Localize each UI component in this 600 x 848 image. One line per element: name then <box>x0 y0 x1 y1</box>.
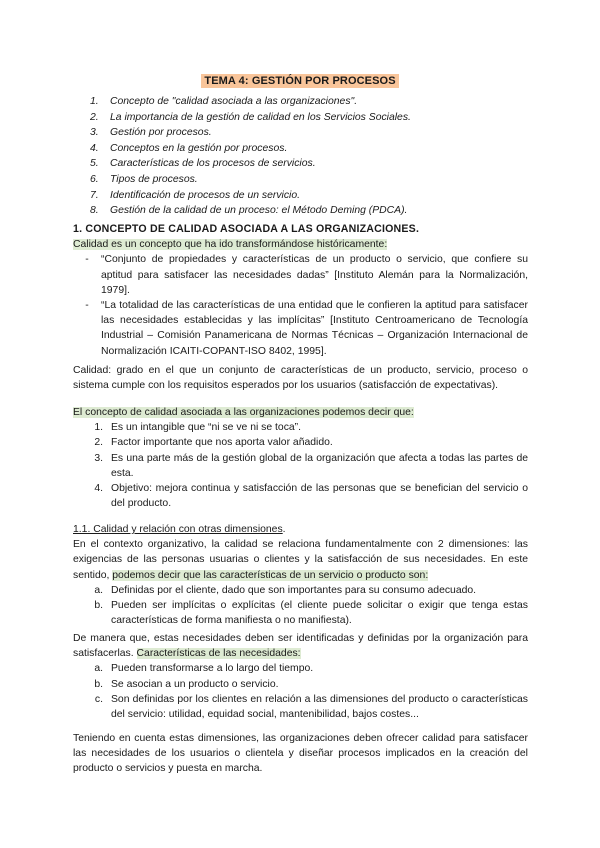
needs-list <box>73 661 528 722</box>
list-item <box>73 583 528 598</box>
section-1-1-heading-line <box>73 522 528 537</box>
section-1 <box>73 222 528 359</box>
list-item-text: Gestión de la calidad de un proceso: el Método Deming (PDCA). <box>110 205 408 217</box>
needs-highlight: Características de las necesidades: <box>136 648 301 660</box>
list-item-text: Tipos de procesos. <box>110 173 198 185</box>
list-item <box>73 481 528 511</box>
list-item-text: Pueden transformarse a lo largo del tiempo. <box>111 663 314 675</box>
list-item-marker: 2. <box>94 437 103 449</box>
list-item-marker: 7. <box>90 189 99 201</box>
list-item-marker: a. <box>94 584 103 596</box>
list-item-text: “Conjunto de propiedades y características de un producto o servicio, que confiere su aptitud para satisfacer las necesidades dadas” [Instituto Alemán para la Normalización, 1979]. <box>101 254 528 296</box>
needs-block <box>73 631 528 722</box>
section-1-1-heading-end: . <box>282 524 286 535</box>
list-item-marker: 2. <box>90 111 99 123</box>
list-item-marker: 6. <box>90 173 99 185</box>
list-item <box>90 172 510 188</box>
list-item <box>73 661 528 676</box>
list-item-text: Es un intangible que “ni se ve ni se toca”. <box>111 422 302 434</box>
list-item-text: Definidas por el cliente, dado que son importantes para su consumo adecuado. <box>111 584 477 596</box>
list-item-marker: c. <box>94 693 103 705</box>
section-1-heading: 1. CONCEPTO DE CALIDAD ASOCIADA A LAS ORGANIZACIONES. <box>73 223 420 235</box>
list-item <box>90 188 510 204</box>
list-item-marker: 8. <box>90 205 99 217</box>
list-item-text: Se asocian a un producto o servicio. <box>111 678 279 690</box>
list-item <box>73 420 528 435</box>
list-item-marker: - <box>85 300 89 312</box>
org-intro-line <box>73 405 528 420</box>
list-item <box>90 141 510 157</box>
list-item-marker: 1. <box>90 96 99 107</box>
document-title: TEMA 4: GESTIÓN POR PROCESOS <box>201 74 398 88</box>
list-item-marker: b. <box>94 678 103 690</box>
org-intro: El concepto de calidad asociada a las organizaciones podemos decir que: <box>73 407 414 418</box>
list-item-text: Es una parte más de la gestión global de la organización que afecta a todas las partes de esta. <box>111 452 528 479</box>
list-item-text: Identificación de procesos de un servicio. <box>110 189 301 201</box>
list-item-marker: 3. <box>94 452 103 464</box>
definition-paragraph: Calidad: grado en el que un conjunto de características de un producto, servicio, proceso o sistema cumple con los requisitos esperados por los usuarios (satisfacción de expectativas). <box>73 365 528 392</box>
list-item-text: Factor importante que nos aporta valor añadido. <box>111 437 333 449</box>
closing-paragraph: Teniendo en cuenta estas dimensiones, las organizaciones deben ofrecer calidad para satisfacer las necesidades de los usuarios o clientela y diseñar procesos implicados en la creación del producto o servicios y puesta en marcha. <box>73 733 528 775</box>
highlight-text: Calidad es un concepto que ha ido transformándose históricamente: <box>73 239 388 251</box>
list-item <box>90 94 510 110</box>
needs-plain: De manera que, estas necesidades deben ser identificadas y definidas por la organización para satisfacerlas. <box>73 633 528 660</box>
list-item-text: Pueden ser implícitas o explícitas (el cliente puede solicitar o exigir que tenga estas características de forma manifiesta o no manifiesta). <box>111 600 528 627</box>
list-item-marker: 1. <box>94 422 103 434</box>
list-item <box>90 110 510 126</box>
list-item-marker: 3. <box>90 127 99 139</box>
list-item-marker: b. <box>94 600 103 612</box>
list-item <box>90 125 510 141</box>
list-item <box>90 156 510 172</box>
list-item <box>90 203 510 219</box>
list-item-marker: 4. <box>94 483 103 495</box>
quotes-list <box>73 252 528 358</box>
section-1-highlight-line <box>73 237 528 252</box>
list-item <box>73 692 528 722</box>
list-item-marker: 4. <box>90 142 99 154</box>
list-item-marker: - <box>85 254 89 266</box>
needs-paragraph <box>73 631 528 661</box>
para-plain: En el contexto organizativo, la calidad se relaciona fundamentalmente con 2 dimensiones: las exigencias de las personas usuarias o clientes y la satisfacción de sus necesidades. En este sentido, <box>73 539 528 581</box>
list-item-text: Conceptos en la gestión por procesos. <box>110 142 288 154</box>
list-item-text: “La totalidad de las características de una entidad que le confieren la aptitud para satisfacer las necesidades establecidas y las implícitas” [Instituto Centroamericano de Tecnología Industrial – Comisión Panamericana de Normas Técnicas – Organización Internacional de Normalización ICAITI-COPANT-ISO 8402, 1995]. <box>101 300 528 357</box>
list-item-marker: a. <box>94 663 103 675</box>
org-quality-block <box>73 405 528 511</box>
list-item-text: La importancia de la gestión de calidad en los Servicios Sociales. <box>110 111 411 123</box>
title-wrap <box>0 71 600 89</box>
org-items-list <box>73 420 528 511</box>
characteristics-list <box>73 583 528 629</box>
list-item-text: Gestión por procesos. <box>110 127 212 139</box>
list-item-text: Características de los procesos de servicios. <box>110 158 316 170</box>
section-1-1-paragraph <box>73 537 528 583</box>
section-1-1 <box>73 522 528 628</box>
table-of-contents <box>90 94 510 219</box>
list-item <box>73 298 528 359</box>
list-item <box>73 598 528 628</box>
para-highlight: podemos decir que las características de un servicio o producto son: <box>112 569 429 581</box>
list-item-text: Objetivo: mejora continua y satisfacción de las personas que se benefician del servicio o del producto. <box>111 483 528 510</box>
list-item-marker: 5. <box>90 158 99 170</box>
list-item <box>73 252 528 298</box>
list-item <box>73 451 528 481</box>
list-item <box>73 435 528 450</box>
list-item-text: Son definidas por los clientes en relación a las dimensiones del producto o características del servicio: utilidad, equidad social, mantenibilidad, bajos costes... <box>111 693 528 721</box>
list-item-text: Concepto de "calidad asociada a las organizaciones". <box>110 96 358 107</box>
section-1-1-heading: 1.1. Calidad y relación con otras dimensiones <box>73 524 283 535</box>
list-item <box>73 677 528 692</box>
